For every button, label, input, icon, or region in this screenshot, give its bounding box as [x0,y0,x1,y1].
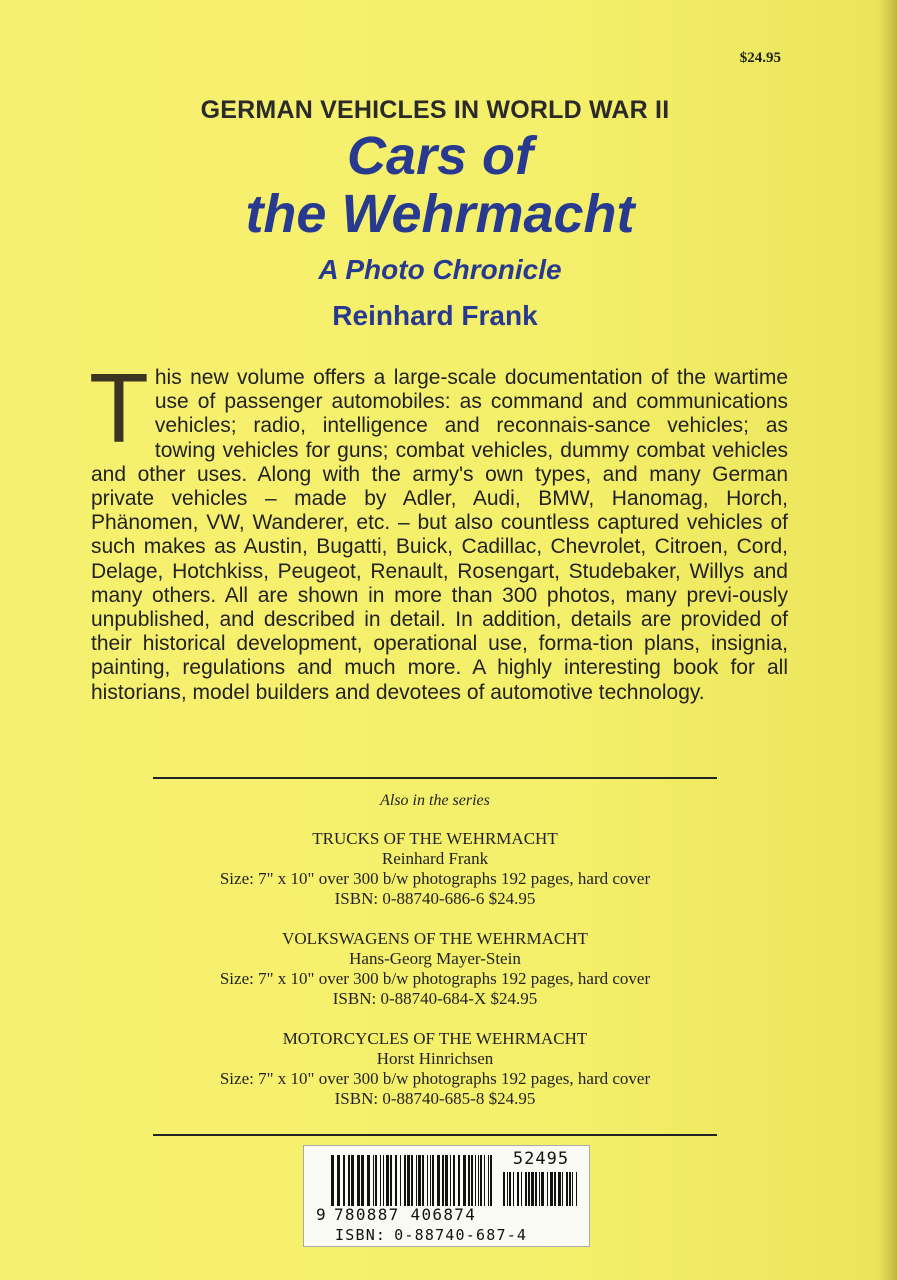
also-in-series-heading: Also in the series [380,792,490,809]
book-author: Reinhard Frank [332,300,538,331]
divider-rule-top [153,777,717,779]
series-title: GERMAN VEHICLES IN WORLD WAR II [200,96,670,124]
barcode-digits: 780887 406874 [334,1205,477,1224]
description-paragraph [89,353,788,705]
book-subtitle: A Photo Chronicle [318,254,562,285]
barcode-isbn-line [335,1226,527,1244]
barcode-isbn-label: ISBN: [335,1226,387,1244]
drop-cap-letter: T [89,353,149,463]
series-book-title: MOTORCYCLES OF THE WEHRMACHT [282,1029,588,1048]
series-book-isbn: ISBN: 0-88740-684-X $24.95 [332,989,538,1008]
price-tag: $24.95 [739,50,781,66]
book-title-line-1: Cars of [346,126,534,186]
divider-rule-bottom [153,1134,717,1136]
addon-barcode-icon [502,1172,578,1206]
series-book-entry [0,829,870,909]
series-book-entry [0,1029,870,1109]
book-title-line-2: the Wehrmacht [245,184,635,244]
series-book-entry [0,929,870,1009]
series-book-author: Hans-Georg Mayer-Stein [349,949,521,968]
series-book-title: TRUCKS OF THE WEHRMACHT [312,829,558,848]
barcode-addon-number: 52495 [512,1149,570,1169]
series-book-specs: Size: 7" x 10" over 300 b/w photographs 192 pages, hard cover [219,969,651,988]
series-book-author: Reinhard Frank [381,849,489,868]
series-book-title: VOLKSWAGENS OF THE WEHRMACHT [282,929,588,948]
barcode-isbn-number: 0-88740-687-4 [394,1226,528,1244]
series-book-isbn: ISBN: 0-88740-686-6 $24.95 [334,889,536,908]
series-book-author: Horst Hinrichsen [376,1049,494,1068]
description-text: his new volume offers a large-scale documentation of the wartime use of passenger automobiles: as command and communications vehicles; radio, intelligence and reconnais-sance vehicles; as towing vehicles for guns; combat vehicles, dummy combat vehicles and other uses. Along with the army's own types, and many German private vehicles – made by Adler, Audi, BMW, Hanomag, Horch, Phänomen, VW, Wanderer, etc. – but also countless captured vehicles of such makes as Austin, Bugatti, Buick, Cadillac, Chevrolet, Citroen, Cord, Delage, Hotchkiss, Peugeot, Renault, Rosengart, Studebaker, Willys and many others. All are shown in more than 300 photos, many previ-ously unpublished, and described in detail. In addition, details are provided of their historical development, operational use, forma-tion plans, insignia, painting, regulations and much more. A highly interesting book for all historians, model builders and devotees of automotive technology. [91,366,788,704]
series-book-specs: Size: 7" x 10" over 300 b/w photographs 192 pages, hard cover [219,869,651,888]
cover-edge-shadow [879,0,897,1280]
isbn-barcode-label [303,1145,590,1247]
barcode-first-digit: 9 [316,1205,326,1224]
series-book-specs: Size: 7" x 10" over 300 b/w photographs 192 pages, hard cover [219,1069,651,1088]
ean-barcode-icon [330,1155,493,1206]
series-book-isbn: ISBN: 0-88740-685-8 $24.95 [334,1089,536,1108]
